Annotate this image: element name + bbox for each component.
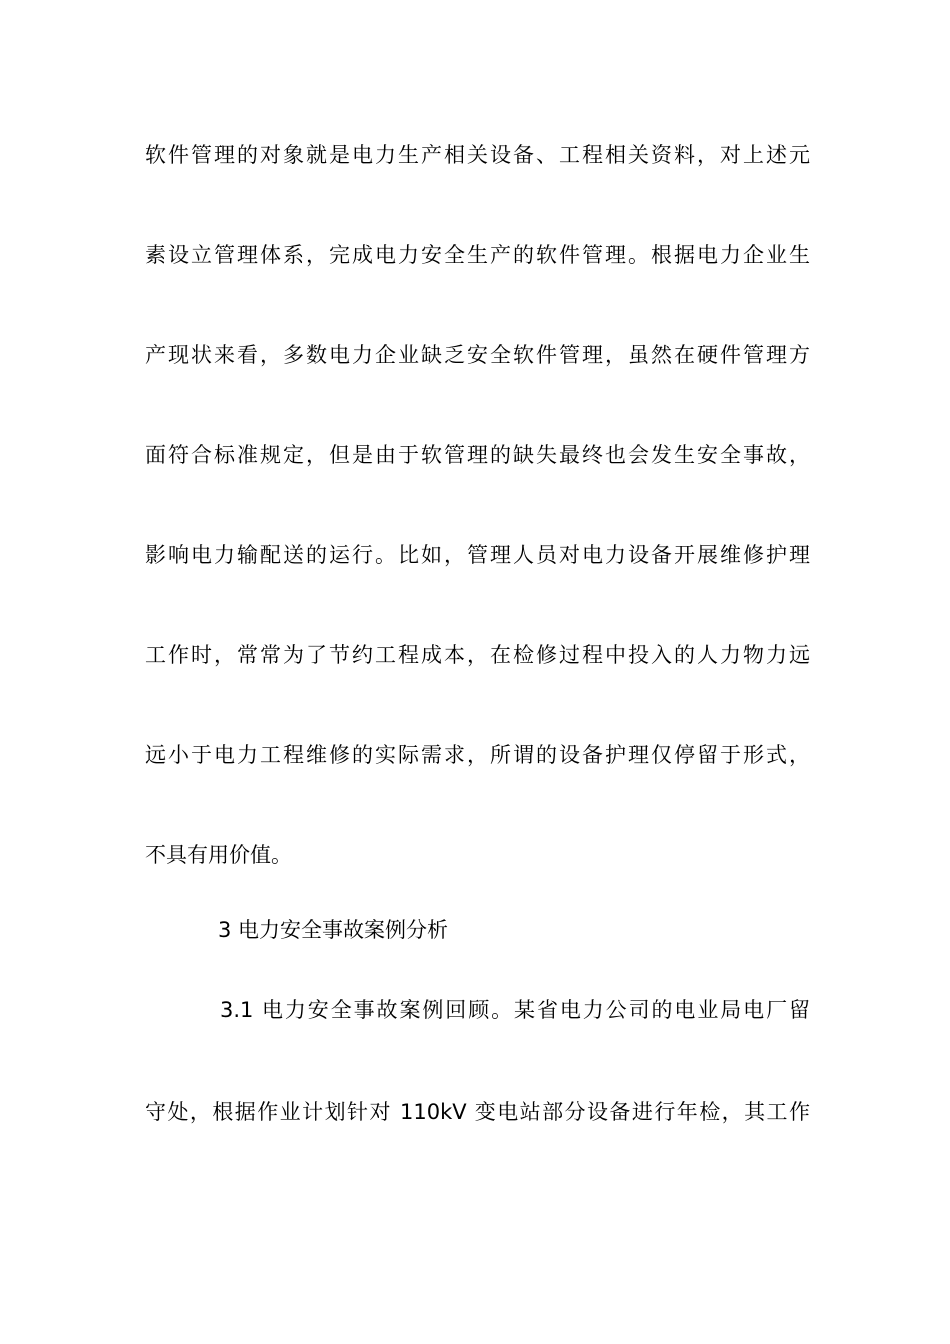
body-text-line: 素设立管理体系，完成电力安全生产的软件管理。根据电力企业生 xyxy=(145,243,810,267)
body-text-line: 软件管理的对象就是电力生产相关设备、工程相关资料，对上述元 xyxy=(145,143,810,167)
body-text-line: 远小于电力工程维修的实际需求，所谓的设备护理仅停留于形式， xyxy=(145,743,810,767)
body-text-line: 守处，根据作业计划针对 110kV 变电站部分设备进行年检，其工作 xyxy=(145,1100,810,1124)
section-heading: 3 电力安全事故案例分析 xyxy=(218,918,449,942)
body-text-line: 不具有用价值。 xyxy=(145,843,292,867)
body-text-line: 影响电力输配送的运行。比如，管理人员对电力设备开展维修护理 xyxy=(145,543,810,567)
body-text-line: 面符合标准规定，但是由于软管理的缺失最终也会发生安全事故， xyxy=(145,443,810,467)
body-text-line: 工作时，常常为了节约工程成本，在检修过程中投入的人力物力远 xyxy=(145,643,810,667)
body-text-line: 3.1 电力安全事故案例回顾。某省电力公司的电业局电厂留 xyxy=(220,998,810,1022)
body-text-line: 产现状来看，多数电力企业缺乏安全软件管理，虽然在硬件管理方 xyxy=(145,343,810,367)
